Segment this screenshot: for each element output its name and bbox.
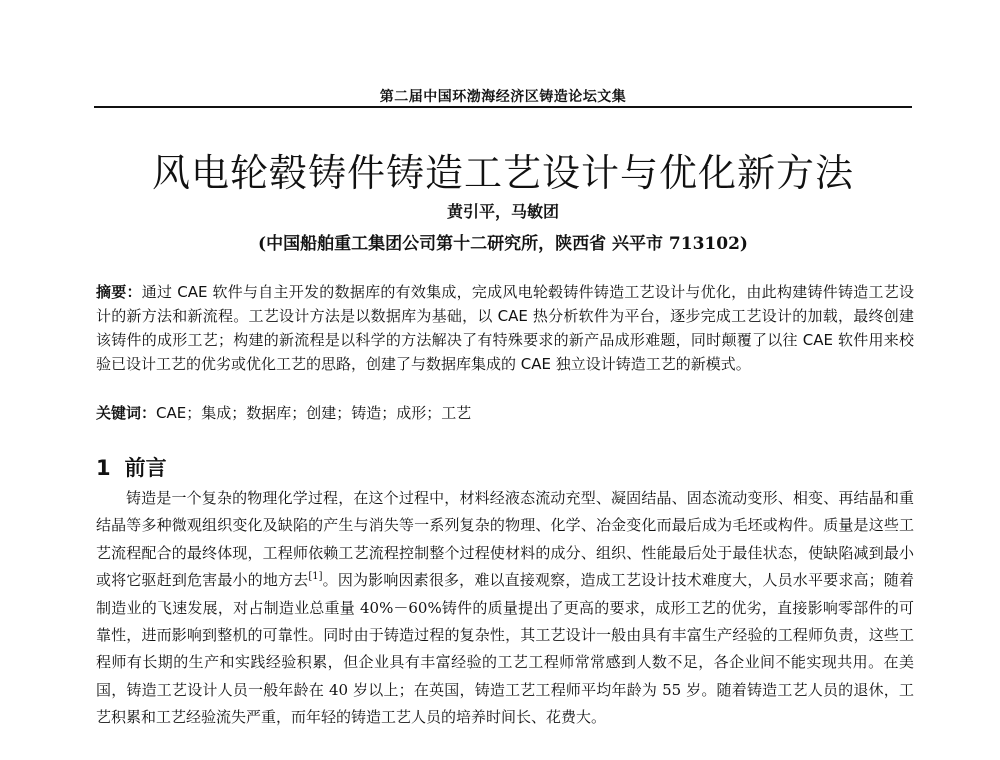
- paper-title: 风电轮毂铸件铸造工艺设计与优化新方法: [151, 151, 854, 195]
- body-text-part2: 。因为影响因素很多，难以直接观察，造成工艺设计技术难度大，人员水平要求高；随着制造业的飞速发展，对占制造业总重量 40%－60%铸件的质量提出了更高的要求，成形工艺的优劣，直接影响零部件的可靠性，进而影响到整机的可靠性。同时由于铸造过程的复杂性，其工艺设计一般由具有丰富生产经验的工程师负责，这些工程师有长期的生产和实践经验积累，但企业具有丰富经验的工艺工程师常常感到人数不足，各企业间不能实现共用。在美国，铸造工艺设计人员一般年龄在 40 岁以上；在英国，铸造工艺工程师平均年龄为 55 岁。随着铸造工艺人员的退休，工艺积累和工艺经验流失严重，而年轻的铸造工艺人员的培养时间长、花费大。: [96, 571, 914, 727]
- section-title: 前言: [124, 456, 167, 480]
- citation-ref: [1]: [308, 571, 323, 583]
- authors: 黄引平，马敏团: [446, 202, 559, 221]
- keywords-label: 关键词：: [96, 404, 157, 422]
- abstract-label: 摘要：: [96, 283, 142, 301]
- body-text-part1: 铸造是一个复杂的物理化学过程，在这个过程中，材料经液态流动充型、凝固结晶、固态流动变形、相变、再结晶和重结晶等多种微观组织变化及缺陷的产生与消失等一系列复杂的物理、化学、冶金变化而最后成为毛坯或构件。质量是这些工艺流程配合的最终体现，工程师依赖工艺流程控制整个过程使材料的成分、组织、性能最后处于最佳状态，使缺陷减到最小或将它驱赶到危害最小的地方去: [96, 489, 914, 590]
- keywords-text: CAE；集成；数据库；创建；铸造；成形；工艺: [156, 404, 472, 422]
- affiliation: (中国船舶重工集团公司第十二研究所，陕西省 兴平市 713102): [258, 234, 748, 254]
- abstract: [96, 280, 914, 376]
- section-heading: [96, 452, 167, 482]
- body-paragraph: [96, 485, 914, 732]
- abstract-text: 通过 CAE 软件与自主开发的数据库的有效集成，完成风电轮毂铸件铸造工艺设计与优化，由此构建铸件铸造工艺设计的新方法和新流程。工艺设计方法是以数据库为基础，以 CAE 热分析软件为平台，逐步完成工艺设计的加载，最终创建该铸件的成形工艺；构建的新流程是以科学的方法解决了有特殊要求的新产品成形难题，同时颠覆了以往 CAE 软件用来校验已设计工艺的优劣或优化工艺的思路，创建了与数据库集成的 CAE 独立设计铸造工艺的新模式。: [96, 283, 914, 373]
- header-rule: [94, 106, 912, 108]
- section-number: 1: [96, 456, 111, 480]
- keywords: [96, 401, 914, 425]
- running-header: 第二届中国环渤海经济区铸造论坛文集: [379, 89, 627, 105]
